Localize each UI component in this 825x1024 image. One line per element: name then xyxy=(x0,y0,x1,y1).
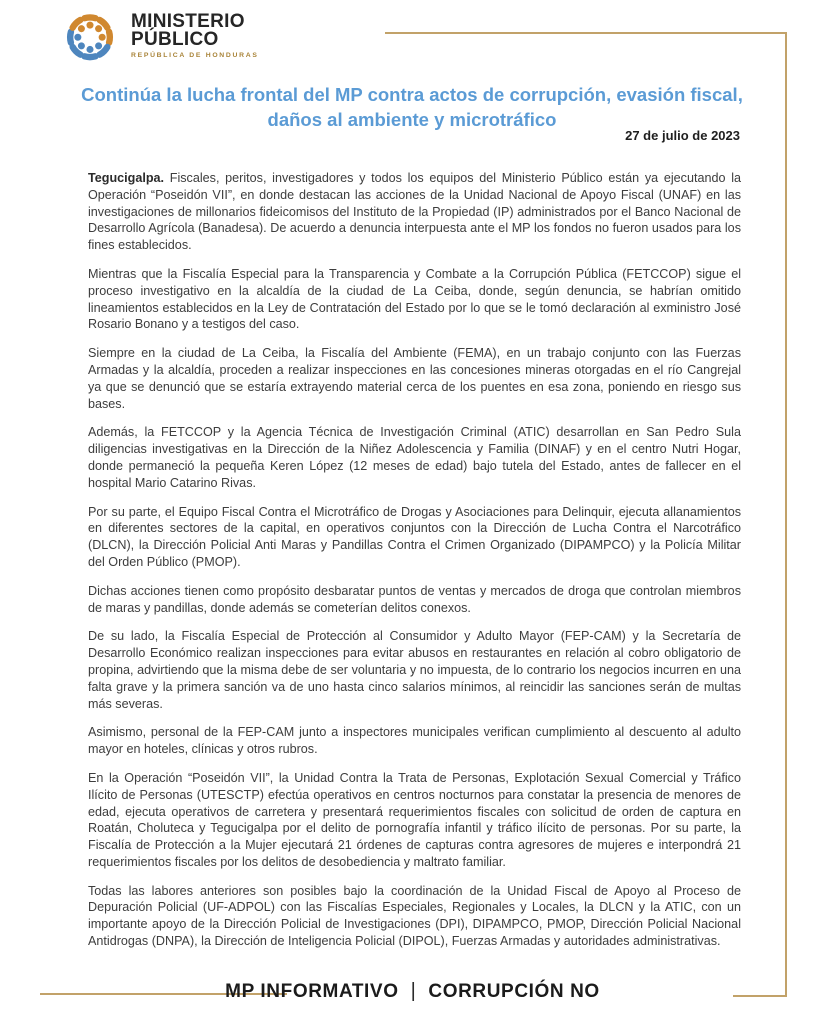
paragraph-1-text: Fiscales, peritos, investigadores y todos los equipos del Ministerio Público están ya ejecutando la Operación “Poseidón VII”, en donde destacan las acciones de la Unidad Nacional de Apoyo Fiscal (UNAF) en las investigaciones de millonarios fideicomisos del Instituto de la Propiedad (IP) administrados por el Banco Nacional de Desarrollo Agrícola (Banadesa). De acuerdo a denuncia interpuesta ante el MP los fondos no fueron usados para los fines establecidos. xyxy=(88,171,742,253)
footer-right-label: CORRUPCIÓN NO xyxy=(428,981,600,1002)
paragraph-6: Dichas acciones tienen como propósito desbaratar puntos de ventas y mercados de droga que controlan miembros de maras y pandillas, donde además se cometerían delitos conexos. xyxy=(88,583,741,615)
page-title: Continúa la lucha frontal del MP contra actos de corrupción, evasión fiscal, daños al ambiente y microtráfico xyxy=(81,84,743,130)
paragraph-5: Por su parte, el Equipo Fiscal Contra el Microtráfico de Drogas y Asociaciones para Delinquir, ejecuta allanamientos en diferentes sectores de la capital, en operativos conjuntos con la Dirección de Lucha Contra el Narcotráfico (DLCN), la Dirección Policial Anti Maras y Pandillas Contra el Crimen Organizado (DIPAMPCO) y la Policía Militar del Orden Público (PMOP). xyxy=(88,504,741,569)
logo-text xyxy=(131,13,259,59)
article-body xyxy=(88,170,741,962)
footer-banner xyxy=(0,980,825,1003)
mp-logo xyxy=(58,4,259,68)
gold-rule-right xyxy=(785,32,787,997)
logo-subtitle: REPÚBLICA DE HONDURAS xyxy=(131,52,259,60)
logo-title-line1: MINISTERIO xyxy=(131,11,245,32)
paragraph-10: Todas las labores anteriores son posibles bajo la coordinación de la Unidad Fiscal de Apoyo al Proceso de Depuración Policial (UF-ADPOL) con las Fiscalías Especiales, Regionales y Locales, la DLCN y la ATIC, con un importante apoyo de la Dirección Policial de Investigaciones (DPI), DIPAMPCO, PMOP, Dirección Policial Nacional Antidrogas (DNPA), la Dirección de Inteligencia Policial (DIPOL), Fuerzas Armadas y autoridades administrativas. xyxy=(88,883,741,949)
dateline-lead: Tegucigalpa. xyxy=(88,171,165,185)
paragraph-3: Siempre en la ciudad de La Ceiba, la Fiscalía del Ambiente (FEMA), en un trabajo conjunto con las Fuerzas Armadas y la alcaldía, proceden a realizar inspecciones en las concesiones mineras otorgadas en el río Cangrejal ya que se denunció que se estaría extrayendo material cerca de los puentes en esa zona, poniendo en riesgo sus bases. xyxy=(88,346,741,411)
paragraph-4: Además, la FETCCOP y la Agencia Técnica de Investigación Criminal (ATIC) desarrollan en San Pedro Sula diligencias investigativas en la Dirección de la Niñez Adolescencia y Familia (DINAF) y en el centro Nutri Hogar, donde permaneció la pequeña Keren López (12 meses de edad) bajo tutela del Estado, antes de fallecer en el hospital Mario Catarino Rivas. xyxy=(88,425,741,490)
date-line: 27 de julio de 2023 xyxy=(625,128,740,143)
circle-of-people-icon xyxy=(58,4,122,68)
paragraph-7: De su lado, la Fiscalía Especial de Protección al Consumidor y Adulto Mayor (FEP-CAM) y la Secretaría de Desarrollo Económico realizan inspecciones para evitar abusos en restaurantes en relación al cobro obligatorio de propina, advirtiendo que la misma debe de ser voluntaria y no impuesta, de lo contrario los negocios incurren en una falta grave y la primera sanción va de uno hasta cinco salarios mínimos, al reincidir las sanciones serán de multas más severas. xyxy=(88,629,741,711)
paragraph-9: En la Operación “Poseidón VII”, la Unidad Contra la Trata de Personas, Explotación Sexual Comercial y Tráfico Ilícito de Personas (UTESCTP) efectúa operativos en centros nocturnos para constatar la presencia de menores de edad, ejecuta operativos de carretera y presentará requerimientos fiscales con solicitud de orden de captura en Roatán, Choluteca y Tegucigalpa por el delito de pornografía infantil y tráfico ilícito de personas. Por su parte, la Fiscalía de Protección a la Mujer ejecutará 21 órdenes de capturas contra agresores de mujeres e interpondrá 21 requerimientos fiscales por los delitos de desobediencia y maltrato familiar. xyxy=(88,770,741,869)
paragraph-8: Asimismo, personal de la FEP-CAM junto a inspectores municipales verifican cumplimiento al descuento al adulto mayor en hoteles, clínicas y otros rubros. xyxy=(88,725,741,757)
logo-title-line2: PÚBLICO xyxy=(131,29,219,51)
gold-rule-top xyxy=(385,32,787,34)
paragraph-1 xyxy=(88,170,741,254)
footer-separator: | xyxy=(410,980,417,1002)
footer-left-label: MP INFORMATIVO xyxy=(225,981,399,1002)
paragraph-2: Mientras que la Fiscalía Especial para la Transparencia y Combate a la Corrupción Pública (FETCCOP) sigue el proceso investigativo en la alcaldía de la ciudad de La Ceiba, donde, según denuncia, se habrían omitido lineamientos establecidos en la Ley de Contratación del Estado por lo que se le tomó declaración al exministro José Rosario Bonano y a testigos del caso. xyxy=(88,266,741,332)
